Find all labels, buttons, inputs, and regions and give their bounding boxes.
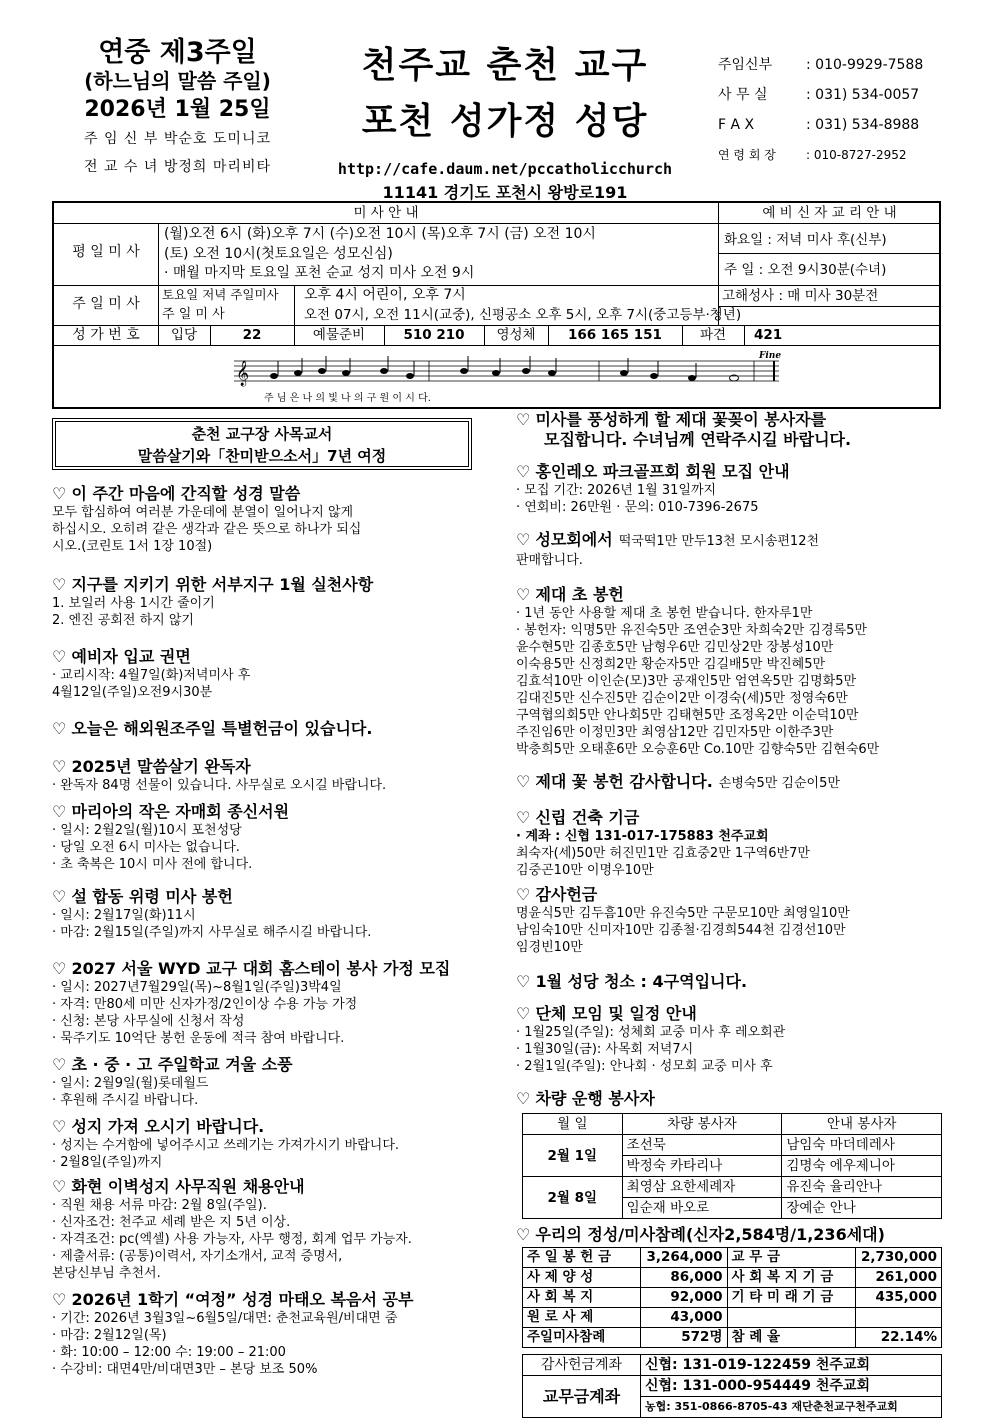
notice-line: · 완독자 84명 선물이 있습니다. 사무실로 오시길 바랍니다.	[52, 778, 387, 793]
notice-line: 구역협의회5만 안나회5만 김태현5만 조정옥2만 이순덕10만	[516, 708, 859, 723]
thanks-account-value: 신협: 131-019-122459 천주교회	[641, 1355, 942, 1376]
notice-line: 본당신부님 추천서.	[52, 1266, 161, 1281]
notice-line: · 초 축복은 10시 미사 전에 합니다.	[52, 857, 253, 872]
right-column	[516, 410, 946, 1418]
vehicle-driver: 조선묵	[622, 1135, 782, 1156]
hymn-dismissal-label: 파견	[699, 327, 727, 343]
kyomu-account-label: 교무금계좌	[523, 1376, 641, 1418]
pastoral-letter-subtitle: 말씀살기와「찬미받으소서」7년 여정	[137, 447, 387, 465]
notice-title: ♡ 이 주간 마음에 간직할 성경 말씀	[52, 484, 301, 503]
offering-value: 2,730,000	[855, 1248, 942, 1268]
notice-line: · 마감: 2월12일(목)	[52, 1328, 167, 1343]
notice-line: · 계좌 : 신협 131-017-175883 천주교회	[516, 829, 769, 844]
notice-line: · 1월25일(주일): 성체회 교중 미사 후 레오회관	[516, 1025, 786, 1040]
table-row	[523, 1288, 942, 1308]
notice-title: ♡ 차량 운행 봉사자	[516, 1089, 655, 1108]
heart-icon: ♡	[52, 959, 72, 978]
notice-title: ♡ 설 합동 위령 미사 봉헌	[52, 887, 233, 906]
table-row	[523, 1268, 942, 1288]
left-column	[52, 418, 472, 1378]
offering-label: 사 회 복 지 기 금	[727, 1268, 855, 1288]
notice-line: 이숙용5만 신정희2만 황순자5만 김길배5만 박진혜5만	[516, 657, 826, 672]
saturday-evening-value: 오후 4시 어린이, 오후 7시	[304, 287, 466, 303]
notice-line: 2. 엔진 공회전 하지 않기	[52, 613, 194, 628]
sunday-mass-label: 주 일 미 사	[72, 296, 140, 312]
notice-section	[516, 1004, 946, 1075]
notice-section	[52, 1055, 472, 1109]
notice-title: ♡ 1월 성당 청소 : 4구역입니다.	[516, 972, 748, 991]
notice-section	[52, 1290, 472, 1378]
heart-icon: ♡	[52, 1055, 72, 1074]
notice-line: · 마감: 2월15일(주일)까지 사무실로 해주시길 바랍니다.	[52, 925, 372, 940]
bulletin-date: 2026년 1월 25일	[84, 97, 271, 122]
notice-title: ♡ 지구를 지키기 위한 서부지구 1월 실천사항	[52, 575, 374, 594]
hymn-communion-value: 166 165 151	[568, 327, 662, 343]
notice-section	[52, 484, 472, 555]
table-header: 월 일	[523, 1114, 623, 1135]
notice-title: ♡ 신립 건축 기금	[516, 808, 640, 827]
hymn-dismissal-value: 421	[754, 327, 783, 343]
notice-section	[52, 719, 472, 739]
notice-title: ♡ 성모회에서 떡국떡1만 만두13천 모시송편12천	[516, 530, 820, 549]
notice-section	[516, 808, 946, 879]
heart-icon: ♡	[516, 410, 536, 429]
notice-line: 남임숙10만 신미자10만 김종철·김경희544천 김경선10만	[516, 923, 846, 938]
sister-name: 전 교 수 녀 방정희 마리비타	[83, 159, 271, 175]
catechumen-sunday: 주 일 : 오전 9시30분(수녀)	[724, 262, 887, 278]
offering-label: 교 무 금	[727, 1248, 855, 1268]
notice-line: · 자격조건: pc(엑셀) 사용 가능자, 사무 행정, 회계 업무 가능자.	[52, 1232, 412, 1247]
contact-row: 주임신부 : 010-9929-7588	[718, 57, 924, 73]
heart-icon: ♡	[516, 885, 536, 904]
notice-section	[516, 530, 946, 569]
parish-address: 11141 경기도 포천시 왕방로191	[382, 183, 628, 202]
vehicle-driver: 임순재 바오로	[622, 1198, 782, 1219]
notice-line: · 신청: 본당 사무실에 신청서 작성	[52, 1014, 245, 1029]
heart-icon: ♡	[516, 462, 536, 481]
offering-value: 22.14%	[855, 1328, 942, 1348]
kyomu-account-value-1: 신협: 131-000-954449 천주교회	[641, 1376, 942, 1397]
notice-line: · 화: 10:00 – 12:00 수: 19:00 – 21:00	[52, 1345, 286, 1360]
offering-title: ♡ 우리의 정성/미사참례(신자2,584명/1,236세대)	[516, 1225, 885, 1244]
svg-text:𝄞: 𝄞	[236, 361, 250, 386]
table-row	[523, 1376, 942, 1397]
notice-line: · 2월1일(주일): 안나회 · 성모회 교중 미사 후	[516, 1059, 773, 1074]
liturgical-title: 연중 제3주일	[98, 37, 257, 68]
notice-title: ♡ 2026년 1학기 “여정” 성경 마태오 복음서 공부	[52, 1290, 414, 1309]
notice-line: 박충희5만 오태훈6만 오승훈6만 Co.10만 김향숙5만 김현숙6만	[516, 742, 880, 757]
notice-line: · 2월8일(주일)까지	[52, 1155, 163, 1170]
parish-title-block	[310, 38, 700, 206]
offering-table	[522, 1247, 942, 1348]
bulletin-date-block	[50, 38, 305, 181]
heart-icon: ♡	[52, 484, 72, 503]
account-table	[522, 1354, 942, 1418]
contact-row: 사 무 실 : 031) 534-0057	[718, 87, 920, 103]
svg-text:주 님 은 나 의 빛 나 의: 주 님 은 나 의 빛 나 의 구 원 이 시 다.	[264, 393, 431, 404]
heart-icon: ♡	[516, 772, 536, 791]
vehicle-date: 2월 1일	[523, 1135, 623, 1177]
notice-line: 하십시오. 오히려 같은 생각과 같은 뜻으로 하나가 되십	[52, 522, 362, 537]
offering-value: 92,000	[641, 1288, 728, 1308]
notice-line: · 수강비: 대면4만/비대면3만 – 본당 보조 50%	[52, 1362, 318, 1377]
table-row	[523, 1308, 942, 1328]
weekday-mass-line1: (월)오전 6시 (화)오후 7시 (수)오전 10시 (목)오후 7시 (금) 오전 10시	[164, 226, 596, 242]
notice-section	[52, 757, 472, 794]
hymn-label: 성 가 번 호	[72, 327, 140, 343]
notice-line: 윤수현5만 김종호5만 남형우6만 김민상2만 장봉성10만	[516, 640, 834, 655]
offering-value: 86,000	[641, 1268, 728, 1288]
heart-icon: ♡	[52, 647, 72, 666]
offering-value: 572명	[641, 1328, 728, 1348]
heart-icon: ♡	[516, 1004, 536, 1023]
offering-label: 사 제 양 성	[523, 1268, 641, 1288]
offering-value: 435,000	[855, 1288, 942, 1308]
notice-line: · 1년 동안 사용할 제대 초 봉헌 받습니다. 한자루1만	[516, 606, 813, 621]
notice-line: · 성지는 수거함에 넣어주시고 쓰레기는 가져가시기 바랍니다.	[52, 1138, 400, 1153]
offering-value: 261,000	[855, 1268, 942, 1288]
heart-icon: ♡	[52, 719, 72, 738]
catechumen-tuesday: 화요일 : 저녁 미사 후(신부)	[724, 232, 887, 248]
notice-section	[52, 1117, 472, 1171]
diocese-name: 천주교 춘천 교구	[361, 45, 649, 86]
notice-title: ♡ 초 · 중 · 고 주일학교 겨울 소풍	[52, 1055, 293, 1074]
liturgical-subtitle: (하느님의 말씀 주일)	[84, 69, 271, 93]
notice-section	[516, 462, 946, 516]
notice-title: ♡ 미사를 풍성하게 할 제대 꽃꽂이 봉사자를	[516, 410, 827, 429]
offering-label	[727, 1308, 855, 1328]
notice-line: · 교리시작: 4월7일(화)저녁미사 후	[52, 668, 251, 683]
heart-icon: ♡	[516, 530, 536, 549]
contact-row: 연 령 회 장 : 010-8727-2952	[718, 148, 907, 162]
offering-value: 43,000	[641, 1308, 728, 1328]
vehicle-driver: 박정숙 카타리나	[622, 1156, 782, 1177]
heart-icon: ♡	[516, 972, 536, 991]
heart-icon: ♡	[52, 802, 72, 821]
notice-line: 김대진5만 신수진5만 김순이2만 이경숙(세)5만 정영숙6만	[516, 691, 848, 706]
notice-section	[52, 575, 472, 629]
notice-title: ♡ 홍인레오 파크골프회 회원 모집 안내	[516, 462, 790, 481]
offering-label: 사 회 복 지	[523, 1288, 641, 1308]
notice-title: ♡ 제대 초 봉헌	[516, 585, 624, 604]
notice-line: 4월12일(주일)오전9시30분	[52, 685, 213, 700]
parish-url[interactable]: http://cafe.daum.net/pccatholicchurch	[337, 160, 673, 178]
notice-line: 시오.(코린토 1서 1장 10절)	[52, 539, 213, 554]
notice-line: · 연회비: 26만원 · 문의: 010-7396-2675	[516, 500, 759, 515]
notice-line: 임경빈10만	[516, 940, 583, 955]
vehicle-guide: 남임숙 마더데레사	[782, 1135, 942, 1156]
notice-title: ♡ 감사헌금	[516, 885, 598, 904]
mass-schedule-table	[52, 201, 941, 409]
notice-section	[516, 1089, 946, 1109]
notice-line: 최숙자(세)50만 허진민1만 김효중2만 1구역6반7만	[516, 846, 810, 861]
notice-line: · 묵주기도 10억단 봉헌 운동에 적극 참여 바랍니다.	[52, 1031, 345, 1046]
notice-title: ♡ 성지 가져 오시기 바랍니다.	[52, 1117, 265, 1136]
hymn-entrance-value: 22	[242, 327, 262, 343]
table-row	[523, 1135, 942, 1156]
heart-icon: ♡	[52, 757, 72, 776]
notice-title: ♡ 화현 이벽성지 사무직원 채용안내	[52, 1177, 305, 1196]
offering-label: 주일미사참례	[523, 1328, 641, 1348]
pastor-name: 주 임 신 부 박순호 도미니코	[83, 131, 271, 147]
left-notices	[52, 484, 472, 1378]
contact-list	[718, 50, 958, 170]
table-header: 차량 봉사자	[622, 1114, 782, 1135]
heart-icon: ♡	[516, 1089, 536, 1108]
sunday-mass-value: 오전 07시, 오전 11시(교중), 신평공소 오후 5시, 오후 7시(중고등부·청년)	[304, 307, 742, 323]
notice-line: 주진임6만 이정민3만 최영삼12만 김민자5만 이한주3만	[516, 725, 834, 740]
notice-line: 김효석10만 이인순(모)3만 공재인5만 엄연옥5만 김명화5만	[516, 674, 857, 689]
notice-line: · 기간: 2026년 3월3일~6월5일/대면: 춘천교육원/비대면 줌	[52, 1311, 398, 1326]
notice-title: ♡ 예비자 입교 권면	[52, 647, 191, 666]
vehicle-guide: 유진숙 율리안나	[782, 1177, 942, 1198]
notice-line: · 자격: 만80세 미만 신자가정/2인이상 수용 가능 가정	[52, 997, 358, 1012]
contact-row: F A X : 031) 534-8988	[718, 117, 920, 133]
offering-label: 기 타 미 래 기 금	[727, 1288, 855, 1308]
notice-line: · 후원해 주시길 바랍니다.	[52, 1093, 199, 1108]
notice-title: ♡ 오늘은 해외원조주일 특별헌금이 있습니다.	[52, 719, 373, 738]
catechumen-header: 예 비 신 자 교 리 안 내	[762, 205, 897, 221]
mass-header: 미 사 안 내	[353, 205, 419, 221]
offering-value	[855, 1308, 942, 1328]
notice-title: ♡ 2025년 말씀살기 완독자	[52, 757, 251, 776]
vehicle-date: 2월 8일	[523, 1177, 623, 1219]
parish-name: 포천 성가정 성당	[361, 101, 649, 142]
notice-line: · 모집 기간: 2026년 1월 31일까지	[516, 483, 717, 498]
confession-info: 고해성사 : 매 미사 30분전	[722, 288, 879, 304]
offering-label: 원 로 사 제	[523, 1308, 641, 1328]
notice-line: · 일시: 2월9일(월)롯데월드	[52, 1076, 209, 1091]
heart-icon: ♡	[52, 887, 72, 906]
notice-title: ♡ 단체 모임 및 일정 안내	[516, 1004, 697, 1023]
table-row	[523, 1248, 942, 1268]
notice-section	[52, 959, 472, 1047]
notice-line: · 봉헌자: 익명5만 유진숙5만 조연순3만 차희숙2만 김경록5만	[516, 623, 867, 638]
notice-section	[52, 802, 472, 873]
hymn-communion-label: 영성체	[496, 327, 536, 343]
notice-line: 판매합니다.	[516, 553, 583, 568]
weekday-mass-label: 평 일 미 사	[72, 244, 140, 260]
right-notices	[516, 410, 946, 1109]
notice-line: · 신자조건: 천주교 세례 받은 지 5년 이상.	[52, 1215, 291, 1230]
offering-label: 참 례 율	[727, 1328, 855, 1348]
table-header: 안내 봉사자	[782, 1114, 942, 1135]
heart-icon: ♡	[516, 585, 536, 604]
notice-title: ♡ 마리아의 작은 자매회 종신서원	[52, 802, 290, 821]
table-row	[523, 1177, 942, 1198]
hymn-offertory-value: 510 210	[403, 327, 465, 343]
vehicle-guide: 김명숙 에우제니아	[782, 1156, 942, 1177]
heart-icon: ♡	[52, 1290, 72, 1309]
notice-section	[52, 887, 472, 941]
weekday-mass-line3: · 매월 마지막 토요일 포천 순교 성지 미사 오전 9시	[164, 265, 475, 281]
weekday-mass-line2: (토) 오전 10시(첫토요일은 성모신심)	[164, 246, 393, 262]
notice-title: ♡ 제대 꽃 봉헌 감사합니다. 손병숙5만 김순이5만	[516, 772, 840, 791]
notice-section	[52, 1177, 472, 1282]
notice-line: 1. 보일러 사용 1시간 줄이기	[52, 596, 215, 611]
svg-text:Fine: Fine	[759, 351, 782, 361]
saturday-evening-label: 토요일 저녁 주일미사	[162, 287, 279, 302]
notice-title-cont: 모집합니다. 수녀님께 연락주시길 바랍니다.	[544, 430, 852, 449]
notice-section	[516, 585, 946, 758]
pastoral-letter-title: 춘천 교구장 사목교서	[191, 425, 333, 443]
offering-label: 주 일 봉 헌 금	[523, 1248, 641, 1268]
thanks-account-label: 감사헌금계좌	[523, 1355, 641, 1376]
pastoral-letter-box	[52, 418, 472, 470]
offering-value: 3,264,000	[641, 1248, 728, 1268]
notice-section	[516, 972, 946, 992]
sunday-mass-sub-label: 주 일 미 사	[162, 307, 225, 322]
notice-title: ♡ 2027 서울 WYD 교구 대회 홈스테이 봉사 가정 모집	[52, 959, 451, 978]
notice-line: 김중곤10만 이명우10만	[516, 863, 654, 878]
kyomu-account-value-2: 농협: 351-0866-8705-43 재단춘천교구천주교회	[641, 1397, 942, 1418]
notice-section	[516, 885, 946, 956]
notice-line: 명윤식5만 김두흠10만 유진숙5만 구문모10만 최영일10만	[516, 906, 850, 921]
heart-icon: ♡	[52, 1117, 72, 1136]
table-row	[523, 1328, 942, 1348]
notice-line: · 일시: 2월17일(화)11시	[52, 908, 196, 923]
notice-section	[516, 410, 946, 450]
vehicle-guide: 장예순 안나	[782, 1198, 942, 1219]
notice-line: · 일시: 2027년7월29일(목)~8월1일(주일)3박4일	[52, 980, 342, 995]
vehicle-volunteer-table	[522, 1113, 942, 1219]
table-row	[523, 1355, 942, 1376]
heart-icon: ♡	[516, 808, 536, 827]
heart-icon: ♡	[52, 1177, 72, 1196]
notice-line: 모두 합심하여 여러분 가운데에 분열이 일어나지 않게	[52, 505, 354, 520]
notice-line: · 직원 채용 서류 마감: 2월 8일(주일).	[52, 1198, 267, 1213]
table-row	[523, 1114, 942, 1135]
notice-line: · 일시: 2월2일(월)10시 포천성당	[52, 823, 242, 838]
vehicle-driver: 최영삼 요한세례자	[622, 1177, 782, 1198]
notice-section	[516, 772, 946, 794]
notice-line: · 제출서류: (공통)이력서, 자기소개서, 교적 증명서,	[52, 1249, 343, 1264]
psalm-score-image	[234, 349, 794, 407]
hymn-offertory-label: 예물준비	[312, 327, 366, 343]
notice-line: · 1월30일(금): 사목회 저녁7시	[516, 1042, 694, 1057]
notice-section	[52, 647, 472, 701]
notice-line: · 당일 오전 6시 미사는 없습니다.	[52, 840, 240, 855]
hymn-entrance-label: 입당	[170, 327, 198, 343]
heart-icon: ♡	[52, 575, 72, 594]
